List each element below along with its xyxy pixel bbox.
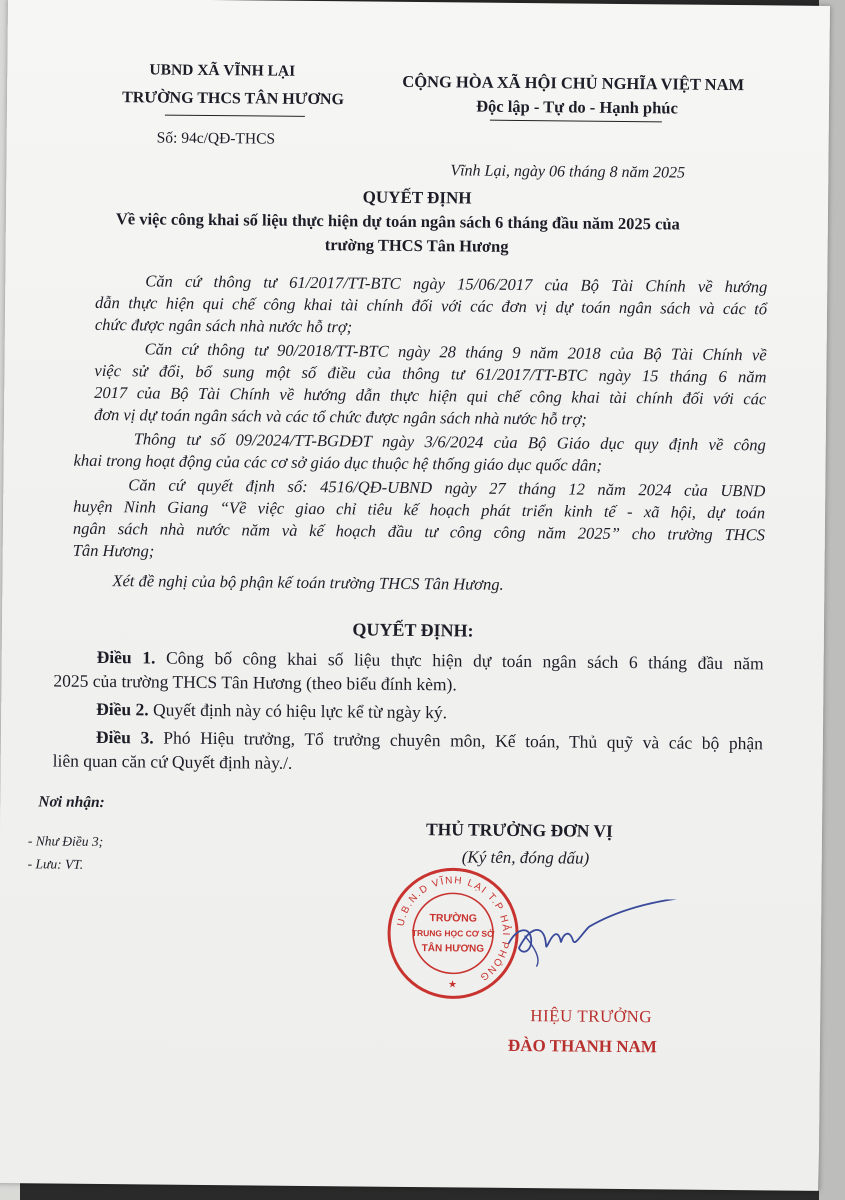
subject-line-1: Về việc công khai số liệu thực hiện dự toán ngân sách 6 tháng đầu năm 2025 của (115, 209, 680, 234)
preamble-1-line-3: chức được ngân sách nhà nước hỗ trợ; (94, 314, 353, 337)
stamp-line-1: TRƯỜNG (429, 912, 477, 925)
preamble-4-line-3: ngân sách nhà nước năm và kế hoạch đầu tư công công năm 2025” cho trường THCS (72, 518, 765, 545)
stamp-star-icon: ★ (448, 979, 458, 991)
header-underline-left (165, 115, 305, 117)
stamp-line-2: TRUNG HỌC CƠ SỞ (411, 927, 495, 939)
article-1-label: Điều 1. (96, 646, 156, 668)
republic-name: CỘNG HÒA XÃ HỘI CHỦ NGHĨA VIỆT NAM (402, 71, 745, 95)
preamble-4-line-1: Căn cứ quyết định số: 4516/QĐ-UBND ngày 27 tháng 12 năm 2024 của UBND (128, 475, 766, 501)
handwritten-signature (489, 898, 690, 970)
preamble-4-line-4: Tân Hương; (72, 540, 155, 561)
article-3-text: Phó Hiệu trưởng, Tổ trưởng chuyên môn, Kế toán, Thủ quỹ và các bộ phận (153, 727, 764, 754)
agency-name: UBND XÃ VĨNH LẠI (149, 61, 296, 80)
article-3-label: Điều 3. (95, 726, 154, 748)
article-2-label: Điều 2. (96, 698, 149, 720)
header-underline-right (490, 120, 662, 123)
article-3-line-1 (96, 727, 763, 754)
article-1-text: Công bố công khai số liệu thực hiện dự toán ngân sách 6 tháng đầu năm (155, 647, 764, 674)
recipients-label: Nơi nhận: (38, 793, 105, 812)
preamble-2-line-1: Căn cứ thông tư 90/2018/TT-BTC ngày 28 tháng 9 năm 2018 của Bộ Tài Chính về (144, 339, 767, 365)
preamble-3-line-1: Thông tư số 09/2024/TT-BGDĐT ngày 3/6/2024 của Bộ Giáo dục quy định về công (133, 429, 766, 455)
article-3-line-2: liên quan căn cứ Quyết định này./. (52, 750, 293, 773)
preamble-1-line-1: Căn cứ thông tư 61/2017/TT-BTC ngày 15/06/2017 của Bộ Tài Chính về hướng (145, 271, 768, 297)
school-name: TRƯỜNG THCS TÂN HƯƠNG (122, 89, 345, 109)
preamble-1-line-2: dẫn thực hiện qui chế công khai tài chính đối với các đơn vị dự toán ngân sách và các tổ (95, 292, 768, 319)
document-title: QUYẾT ĐỊNH (362, 187, 472, 208)
preamble-2-line-3: 2017 của Bộ Tài Chính về hướng dẫn thực hiện qui chế công khai tài chính đối với các (94, 382, 767, 409)
decision-heading: QUYẾT ĐỊNH: (352, 619, 474, 641)
signer-position: HIỆU TRƯỞNG (530, 1006, 653, 1027)
document-number: Số: 94c/QĐ-THCS (156, 129, 276, 148)
stamp-ring-text: U.B.N.D VĨNH LẠI T.P HẢI PHÒNG (395, 875, 512, 984)
signer-name: ĐÀO THANH NAM (507, 1035, 657, 1057)
article-1-line-1 (97, 647, 764, 674)
preamble-3-line-2: khai trong hoạt động của các cơ sở giáo dục thuộc hệ thống giáo dục quốc dân; (73, 450, 603, 475)
signing-instruction: (Ký tên, đóng dấu) (461, 847, 590, 868)
national-motto: Độc lập - Tự do - Hạnh phúc (476, 96, 678, 118)
article-2-text: Quyết định này có hiệu lực kể từ ngày ký. (148, 699, 448, 723)
signing-authority: THỦ TRƯỞNG ĐƠN VỊ (425, 819, 614, 841)
preamble-5: Xét đề nghị của bộ phận kế toán trường THCS Tân Hương. (112, 571, 504, 594)
place-and-date: Vĩnh Lại, ngày 06 tháng 8 năm 2025 (450, 162, 686, 182)
recipient-2: - Lưu: VT. (27, 856, 84, 872)
article-1-line-2: 2025 của trường THCS Tân Hương (theo biểu đính kèm). (53, 670, 457, 695)
preamble-2-line-2: việc sử đổi, bổ sung một số điều của thông tư 61/2017/TT-BTC ngày 15 tháng 6 năm (94, 360, 767, 387)
article-2 (96, 699, 447, 723)
preamble-4-line-2: huyện Ninh Giang “Về việc giao chỉ tiêu kế hoạch phát triển kinh tế - xã hội, dự toán (73, 496, 766, 523)
subject-line-2: trường THCS Tân Hương (324, 235, 509, 256)
preamble-2-line-4: đơn vị dự toán ngân sách và các tổ chức được ngân sách nhà nước hỗ trợ; (93, 404, 587, 429)
stamp-line-3: TÂN HƯƠNG (421, 943, 485, 955)
recipient-1: - Như Điều 3; (27, 833, 104, 850)
